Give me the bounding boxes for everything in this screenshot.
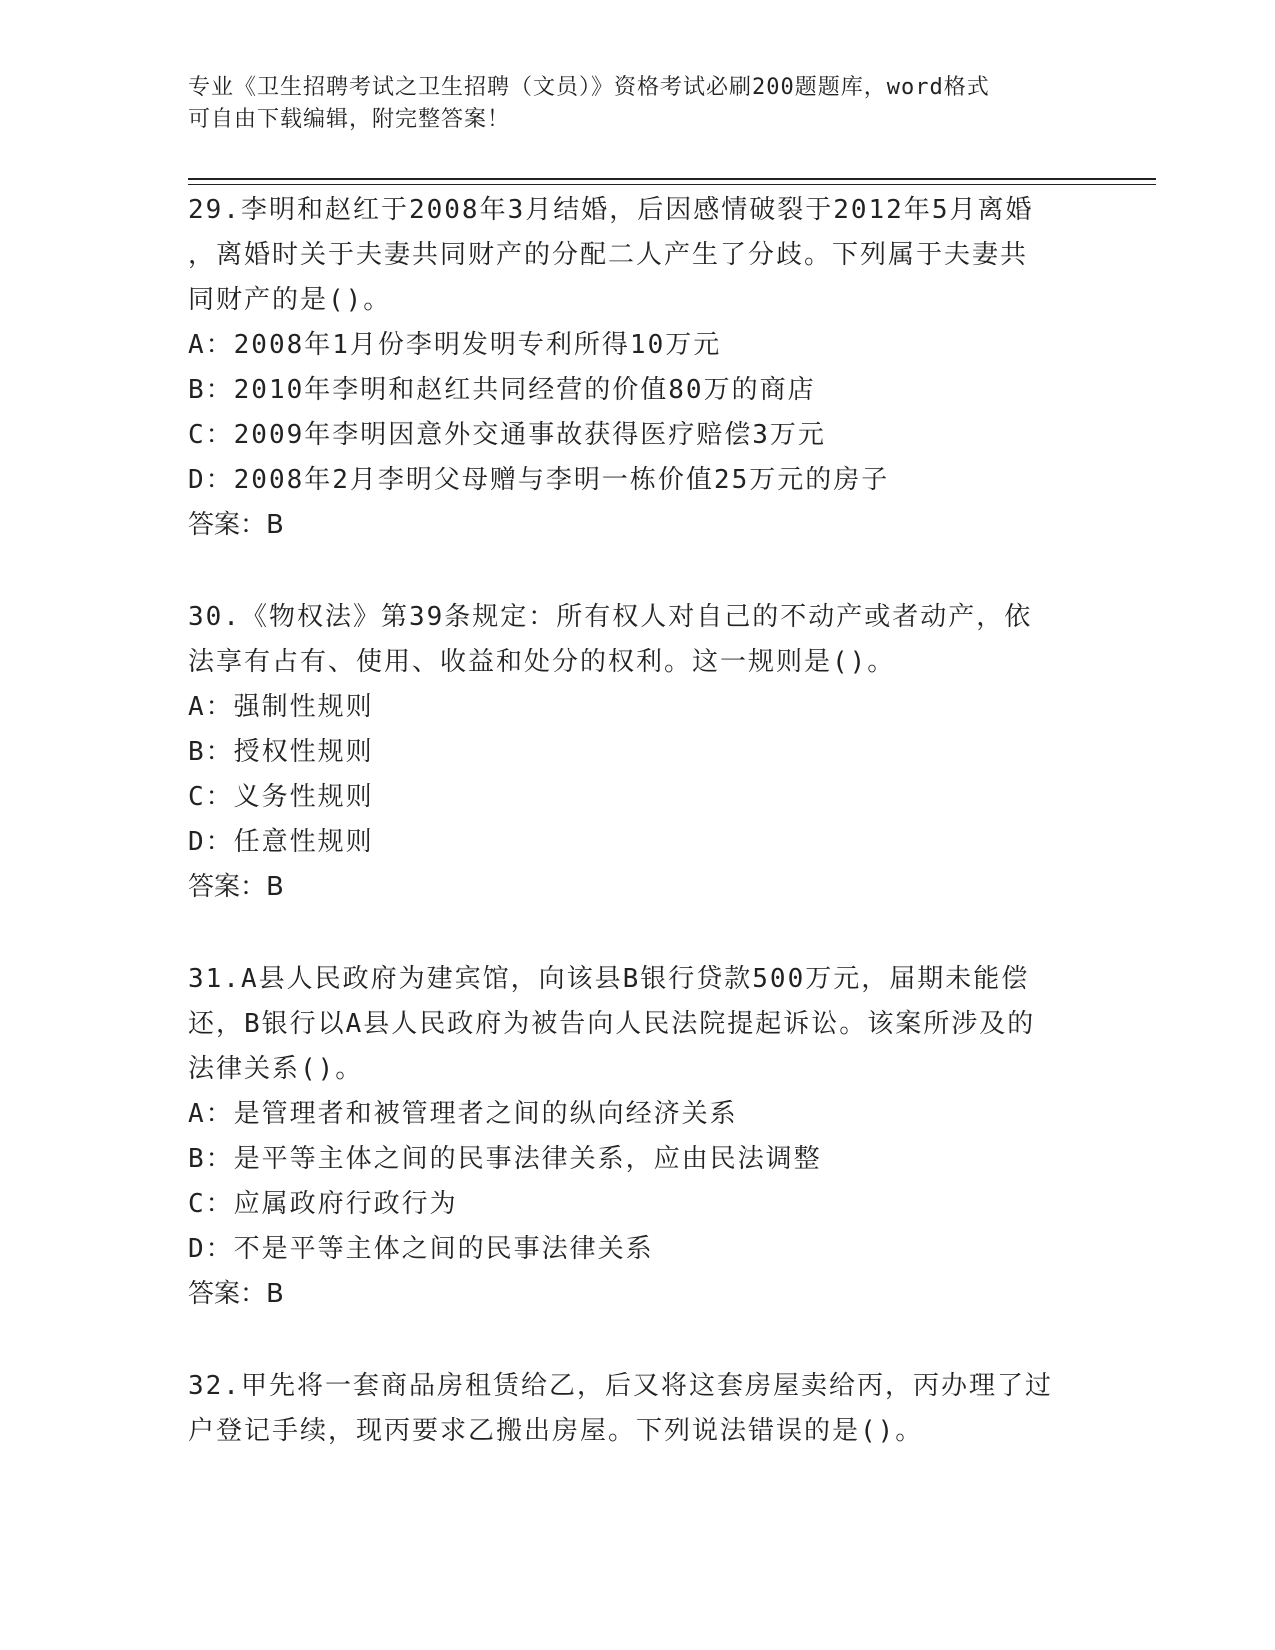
- header-divider-thick: [188, 178, 1156, 180]
- question-stem-line: 户登记手续，现丙要求乙搬出房屋。下列说法错误的是()。: [188, 1416, 924, 1446]
- question-stem-line: 还，B银行以A县人民政府为被告向人民法院提起诉讼。该案所涉及的: [188, 1009, 1036, 1039]
- question-stem-line: 31.A县人民政府为建宾馆，向该县B银行贷款500万元，届期未能偿: [188, 964, 1030, 994]
- option-a: A：是管理者和被管理者之间的纵向经济关系: [188, 1099, 738, 1129]
- question-stem-line: 同财产的是()。: [188, 285, 392, 315]
- question-32: [188, 1364, 1088, 1454]
- option-d: D：任意性规则: [188, 827, 374, 857]
- option-a: A：强制性规则: [188, 692, 374, 722]
- option-c: C：2009年李明因意外交通事故获得医疗赔偿3万元: [188, 420, 826, 450]
- option-b: B：是平等主体之间的民事法律关系，应由民法调整: [188, 1144, 822, 1174]
- question-stem-line: 法律关系()。: [188, 1054, 364, 1084]
- question-spacer: [188, 548, 1088, 595]
- question-29: [188, 188, 1088, 548]
- option-b: B：2010年李明和赵红共同经营的价值80万的商店: [188, 375, 816, 405]
- answer-label: 答案：B: [188, 1279, 284, 1309]
- question-stem-line: ，离婚时关于夫妻共同财产的分配二人产生了分歧。下列属于夫妻共: [188, 240, 1029, 270]
- question-stem-line: 30.《物权法》第39条规定：所有权人对自己的不动产或者动产，依: [188, 602, 1033, 632]
- option-d: D：2008年2月李明父母赠与李明一栋价值25万元的房子: [188, 465, 890, 495]
- header-line: 可自由下载编辑，附完整答案！: [188, 107, 511, 132]
- question-stem-line: 29.李明和赵红于2008年3月结婚，后因感情破裂于2012年5月离婚: [188, 195, 1034, 225]
- question-stem-line: 法享有占有、使用、收益和处分的权利。这一规则是()。: [188, 647, 896, 677]
- header-line: 专业《卫生招聘考试之卫生招聘（文员）》资格考试必刷200题题库，word格式: [188, 75, 990, 100]
- answer-label: 答案：B: [188, 872, 284, 902]
- option-a: A：2008年1月份李明发明专利所得10万元: [188, 330, 722, 360]
- question-spacer: [188, 910, 1088, 957]
- option-c: C：应属政府行政行为: [188, 1189, 458, 1219]
- question-spacer: [188, 1317, 1088, 1364]
- option-c: C：义务性规则: [188, 782, 374, 812]
- document-header: [188, 72, 1068, 136]
- option-d: D：不是平等主体之间的民事法律关系: [188, 1234, 654, 1264]
- option-b: B：授权性规则: [188, 737, 374, 767]
- answer-label: 答案：B: [188, 510, 284, 540]
- question-30: [188, 595, 1088, 910]
- question-stem-line: 32.甲先将一套商品房租赁给乙，后又将这套房屋卖给丙，丙办理了过: [188, 1371, 1053, 1401]
- header-divider-thin: [188, 184, 1156, 185]
- question-list: [188, 188, 1088, 1454]
- question-31: [188, 957, 1088, 1317]
